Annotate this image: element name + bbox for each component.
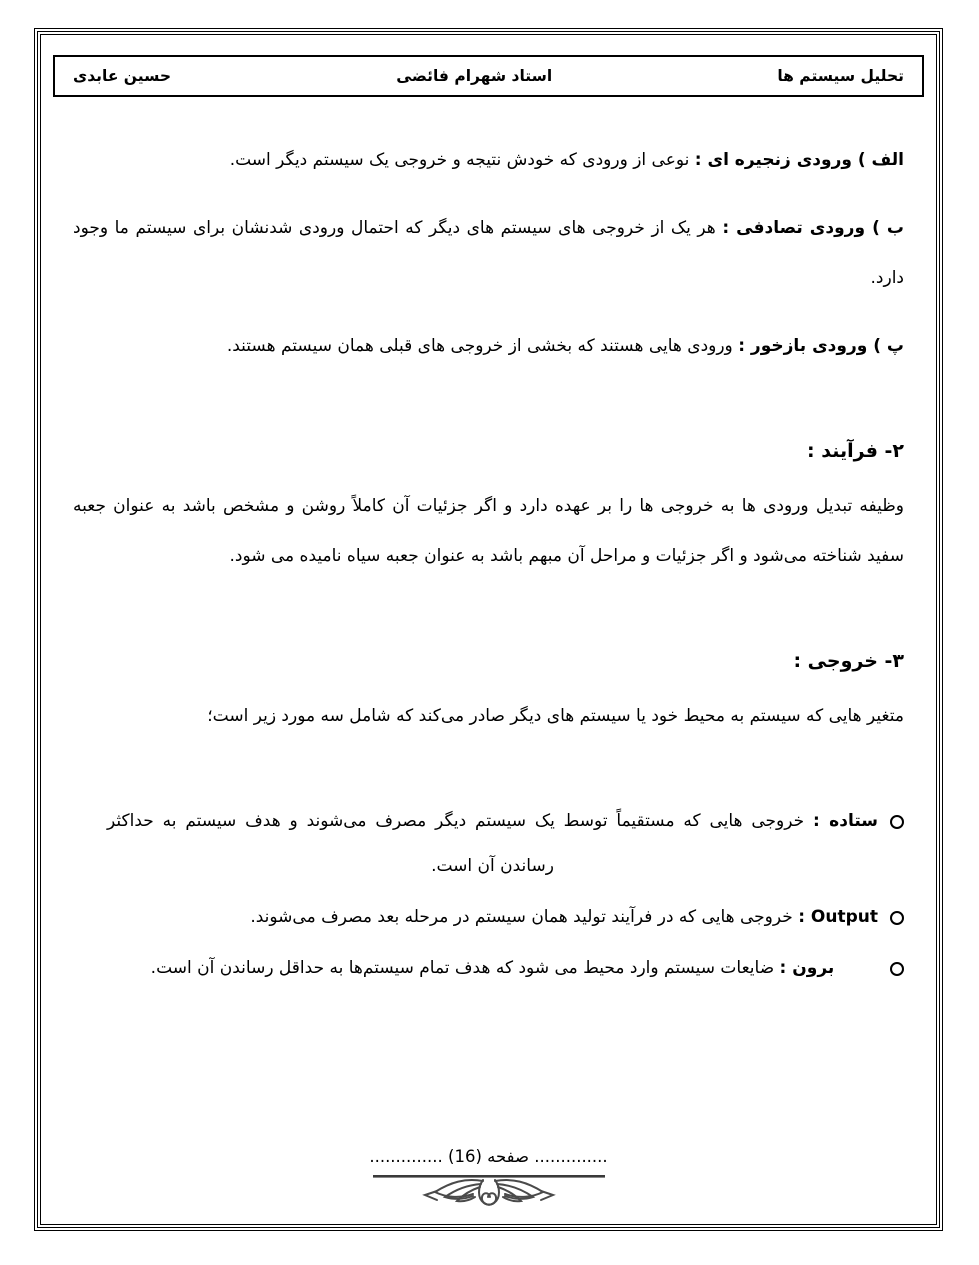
definition-boroun: ضایعات سیستم وارد محیط می شود که هدف تمام سیستم‌ها به حداقل رساندن آن است.	[150, 958, 775, 978]
definition-feedback-input: ورودی هایی هستند که بخشی از خروجی های قبلی همان سیستم هستند.	[226, 336, 733, 356]
page-number-label: .............. صفحه (16) ..............	[369, 1147, 608, 1166]
circle-bullet-icon	[890, 911, 904, 925]
circle-bullet-icon	[890, 815, 904, 829]
list-item-text	[107, 895, 878, 940]
divider-line	[373, 1175, 605, 1178]
decorative-flourish-icon	[373, 1172, 605, 1212]
section-heading-process: ۲- فرآیند :	[807, 440, 904, 462]
list-item-text	[107, 946, 878, 991]
section-heading-output: ۳- خروجی :	[793, 650, 904, 672]
header-instructor-name: استاد شهرام فائضی	[396, 67, 553, 85]
header-course-title: تحلیل سیستم ها	[777, 67, 904, 85]
circle-bullet-icon	[890, 962, 904, 976]
paragraph-random-input	[73, 203, 904, 303]
list-item-setadeh	[107, 799, 904, 889]
definition-output: خروجی هایی که در فرآیند تولید همان سیستم در مرحله بعد مصرف می‌شوند.	[250, 907, 793, 927]
definition-chained-input: نوعی از ورودی که خودش نتیجه و خروجی یک سیستم دیگر است.	[229, 150, 690, 170]
paragraph-chained-input	[73, 135, 904, 185]
page-footer	[41, 1144, 936, 1212]
term-boroun: برون :	[779, 958, 835, 978]
section-body-process: وظیفه تبدیل ورودی ها به خروجی ها را بر عهده دارد و اگر جزئیات آن کاملاً روشن و مشخص باشد به عنوان جعبه سفید شناخته می‌شود و اگر جزئیات و مراحل آن مبهم باشد به عنوان جعبه سیاه نامیده می شود.	[73, 496, 904, 566]
output-types-list	[73, 799, 904, 991]
list-item-text	[107, 799, 878, 889]
header-author-name: حسین عابدی	[73, 67, 172, 85]
page-header	[53, 55, 924, 97]
page-border-inner	[40, 34, 937, 1225]
term-random-input: ب ) ورودی تصادفی :	[722, 218, 904, 238]
list-item-boroun	[107, 946, 904, 991]
section-body-output: متغیر هایی که سیستم به محیط خود یا سیستم های دیگر صادر می‌کند که شامل سه مورد زیر است؛	[207, 706, 904, 726]
term-chained-input: الف ) ورودی زنجیره ای :	[694, 150, 904, 170]
list-item-output	[107, 895, 904, 940]
page-border-outer	[34, 28, 943, 1231]
definition-setadeh: خروجی هایی که مستقیماً توسط یک سیستم دیگر مصرف می‌شوند و هدف سیستم به حداکثر رساندن آن است.	[107, 811, 805, 876]
definition-random-input: هر یک از خروجی های سیستم های دیگر که احتمال ورودی شدنشان برای سیستم ما وجود دارد.	[73, 218, 904, 288]
term-output: Output :	[798, 907, 878, 927]
page-border-middle	[37, 31, 940, 1228]
term-setadeh: ستاده :	[813, 811, 878, 831]
paragraph-feedback-input	[73, 321, 904, 371]
term-feedback-input: پ ) ورودی بازخور :	[738, 336, 904, 356]
document-body	[41, 135, 936, 991]
